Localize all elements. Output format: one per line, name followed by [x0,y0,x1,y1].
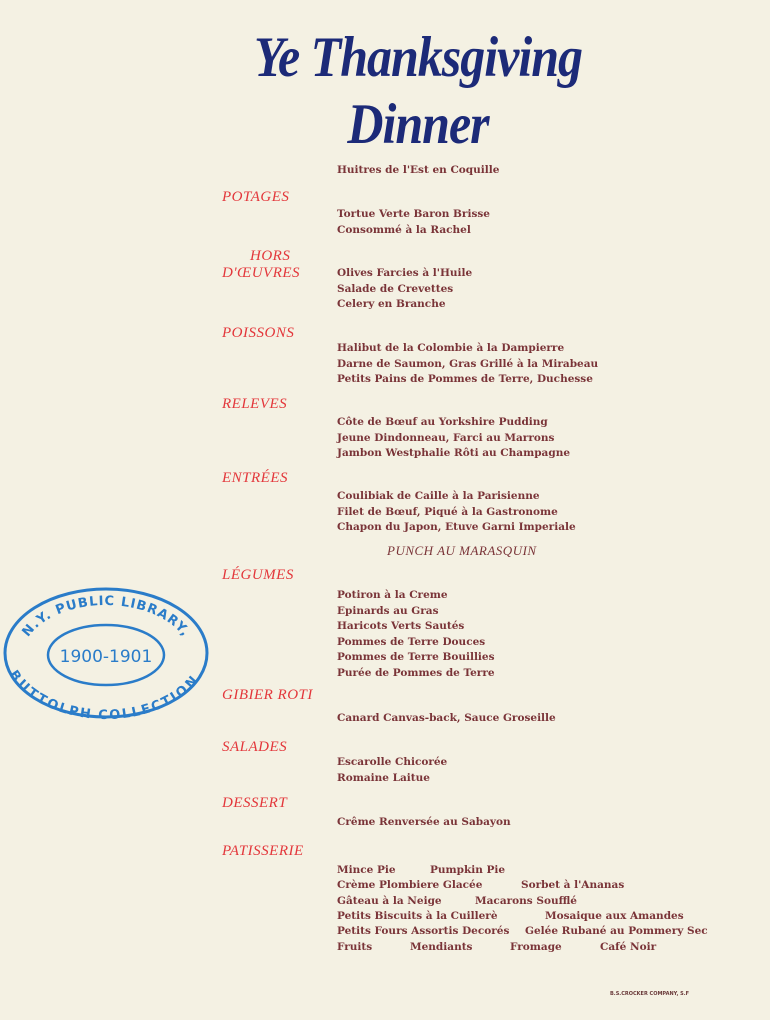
course-heading: HORS [250,248,291,264]
menu-item: Tortue Verte Baron Brisse [337,208,490,220]
menu-item: Mendiants [410,940,473,953]
menu-item: Purée de Pommes de Terre [337,666,495,679]
course-heading: D'ŒUVRES [222,265,301,281]
course-heading: POTAGES [222,189,290,205]
menu-item: Pommes de Terre Douces [337,635,486,648]
menu-item: Salade de Crevettes [337,282,454,295]
menu-item: Haricots Verts Sautés [337,620,465,632]
menu-item: Epinards au Gras [337,604,439,617]
menu-item: Mince Pie [337,864,396,876]
menu-item: Potiron à la Creme [337,589,448,601]
menu-title: Ye Thanksgiving Dinner [253,24,583,156]
menu-item: Jambon Westphalie Rôti au Champagne [337,447,571,459]
menu-item: Côte de Bœuf au Yorkshire Pudding [337,416,548,428]
menu-item: Halibut de la Colombie à la Dampierre [337,342,565,354]
menu-item: Coulibiak de Caille à la Parisienne [337,490,540,502]
menu-item: Pumpkin Pie [430,864,506,876]
menu-item: Petits Biscuits à la Cuillerè [337,909,498,922]
menu-item: Petits Fours Assortis Decorés [337,925,510,938]
menu-item: Escarolle Chicorée [337,756,448,768]
printer-credit: B.S.CROCKER COMPANY, S.F [610,991,690,997]
menu-item: Macarons Soufflé [475,894,577,907]
menu-item: Mosaique aux Amandes [545,909,684,922]
course-heading: POISSONS [222,325,295,341]
menu-item: Crème Plombiere Glacée [337,879,483,892]
stamp-bottom-text: BUTTOLPH COLLECTION. [5,667,207,724]
menu-item: Café Noir [600,940,657,953]
menu-item: Fromage [510,940,562,953]
menu-item: Olives Farcies à l'Huile [337,267,473,279]
menu-item: Pommes de Terre Bouillies [337,651,495,663]
course-heading: GIBIER ROTI [222,687,313,703]
menu-item: Jeune Dindonneau, Farci au Marrons [337,431,555,444]
menu-item: Chapon du Japon, Etuve Garni Imperiale [337,521,576,533]
menu-item: Celery en Branche [337,298,446,310]
menu-item: Fruits [337,940,373,953]
course-heading: ENTRÉES [222,470,288,486]
menu-item: Sorbet à l'Ananas [521,879,625,892]
menu-item: Crême Renversée au Sabayon [337,816,511,828]
svg-text:BUTTOLPH COLLECTION. [6,668,206,723]
menu-item: Petits Pains de Pommes de Terre, Duchesse [337,373,593,385]
stamp-years: 1900-1901 [59,647,153,667]
menu-item: Consommé à la Rachel [337,223,471,236]
course-heading: LÉGUMES [222,567,294,583]
course-heading: PATISSERIE [222,843,304,859]
menu-item: Canard Canvas-back, Sauce Groseille [337,712,556,724]
opening-item: Huitres de l'Est en Coquille [337,164,500,176]
course-heading: DESSERT [222,795,288,811]
menu-item: Darne de Saumon, Gras Grillé à la Mirabeau [337,357,599,370]
menu-item: Romaine Laitue [337,771,430,784]
course-heading: RELEVES [222,396,288,412]
intermezzo: PUNCH AU MARASQUIN [387,543,537,558]
library-stamp [0,585,215,725]
menu-item: Gâteau à la Neige [337,894,442,907]
stamp-top-text: N.Y. PUBLIC LIBRARY, [19,593,193,640]
menu-item: Gelée Rubané au Pommery Sec [525,925,708,938]
menu-item: Filet de Bœuf, Piqué à la Gastronome [337,505,558,518]
course-heading: SALADES [222,739,288,755]
